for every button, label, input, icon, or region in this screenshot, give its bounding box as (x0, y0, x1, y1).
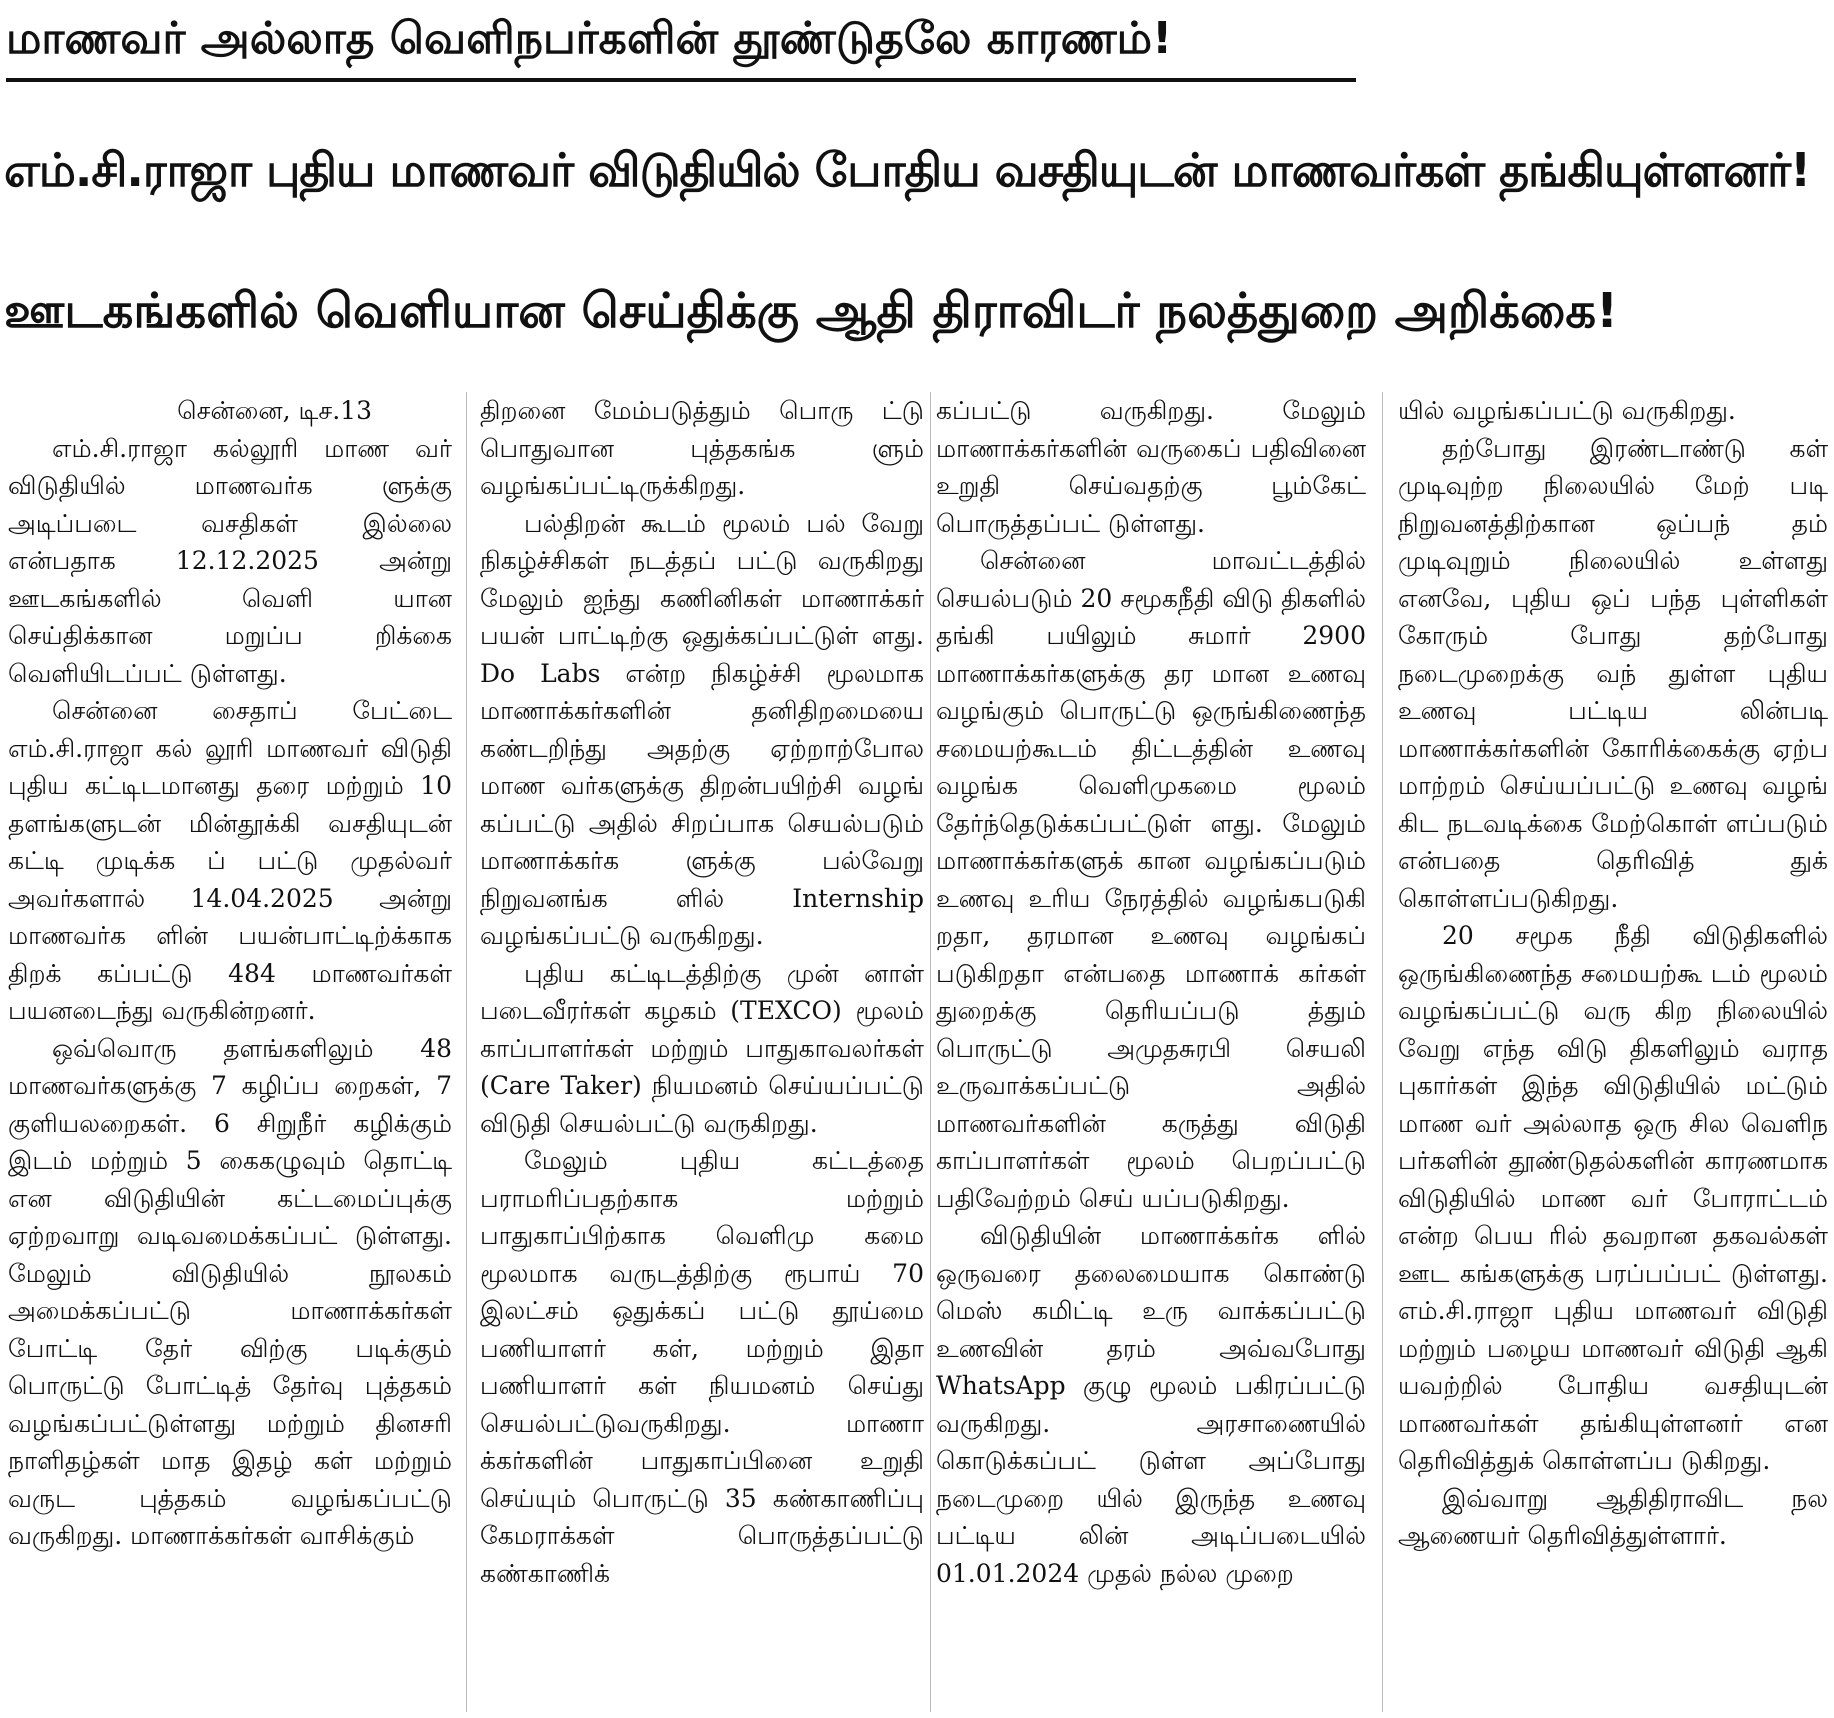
kicker-headline: மாணவர் அல்லாத வெளிநபர்களின் தூண்டுதலே காரணம்! (6, 6, 1356, 82)
column-divider (1382, 392, 1383, 1712)
article-column-1 (8, 392, 452, 1712)
column-divider (466, 392, 467, 1712)
paragraph: பல்திறன் கூடம் மூலம் பல் வேறு நிகழ்ச்சிகள் நடத்தப் பட்டு வருகிறது மேலும் ஐந்து கணினிகள் மாணாக்கர் பயன் பாட்டிற்கு ஒதுக்கப்பட்டுள் ளது. Do Labs என்ற நிகழ்ச்சி மூலமாக மாணாக்கர்களின் தனிதிறமையை கண்டறிந்து அதற்கு ஏற்றாற்போல மாண வர்களுக்கு திறன்பயிற்சி வழங் கப்பட்டு அதில் சிறப்பாக செயல்படும் மாணாக்கர்க ளுக்கு பல்வேறு நிறுவனங்க ளில் Internship வழங்கப்பட்டு வருகிறது. (480, 508, 924, 950)
paragraph: யில் வழங்கப்பட்டு வருகிறது. (1398, 396, 1736, 425)
sub-headline: ஊடகங்களில் வெளியான செய்திக்கு ஆதி திராவிடர் நலத்துறை அறிக்கை! (4, 283, 1618, 339)
dateline: சென்னை, டிச.13 (177, 396, 372, 425)
main-headline: எம்.சி.ராஜா புதிய மாணவர் விடுதியில் போதிய வசதியுடன் மாணவர்கள் தங்கியுள்ளனர்! (4, 143, 1811, 197)
paragraph: சென்னை சைதாப் பேட்டை எம்.சி.ராஜா கல் லூரி மாணவர் விடுதி புதிய கட்டிடமானது தரை மற்றும் 10 தளங்களுடன் மின்தூக்கி வசதியுடன் கட்டி முடிக்க ப் பட்டு முதல்வர் அவர்களால் 14.04.2025 அன்று மாணவர்க ளின் பயன்பாட்டிற்க்காக திறக் கப்பட்டு 484 மாணவர்கள் பயனடைந்து வருகின்றனர். (8, 696, 452, 1025)
article-column-4 (1398, 392, 1828, 1712)
paragraph: புதிய கட்டிடத்திற்கு முன் னாள் படைவீரர்கள் கழகம் (TEXCO) மூலம் காப்பாளர்கள் மற்றும் பாதுகாவலர்கள் (Care Taker) நியமனம் செய்யப்பட்டு விடுதி செயல்பட்டு வருகிறது. (480, 958, 924, 1138)
paragraph: சென்னை மாவட்டத்தில் செயல்படும் 20 சமூகநீதி விடு திகளில் தங்கி பயிலும் சுமார் 2900 மாணாக்கர்களுக்கு தர மான உணவு வழங்கும் பொருட்டு ஒருங்கிணைந்த சமையற்கூடம் திட்டத்தின் உணவு வழங்க வெளிமுகமை மூலம் தேர்ந்தெடுக்கப்பட்டுள் ளது. மேலும் மாணாக்கர்களுக் கான வழங்கப்படும் உணவு உரிய நேரத்தில் வழங்கபடுகி றதா, தரமான உணவு வழங்கப் படுகிறதா என்பதை மாணாக் கர்கள் துறைக்கு தெரியப்படு த்தும் பொருட்டு அமுதசுரபி செயலி உருவாக்கப்பட்டு அதில் மாணவர்களின் கருத்து விடுதி காப்பாளர்கள் மூலம் பெறப்பட்டு பதிவேற்றம் செய் யப்படுகிறது. (936, 546, 1366, 1213)
paragraph: மேலும் புதிய கட்டத்தை பராமரிப்பதற்காக மற்றும் பாதுகாப்பிற்காக வெளிமு கமை மூலமாக வருடத்திற்கு ரூபாய் 70 இலட்சம் ஒதுக்கப் பட்டு தூய்மை பணியாளர் கள், மற்றும் இதா பணியாளர் கள் நியமனம் செய்து செயல்பட்டுவருகிறது. மாணா க்கர்களின் பாதுகாப்பினை உறுதி செய்யும் பொருட்டு 35 கண்காணிப்பு கேமராக்கள் பொருத்தப்பட்டு கண்காணிக் (480, 1146, 924, 1588)
paragraph: கப்பட்டு வருகிறது. மேலும் மாணாக்கர்களின் வருகைப் பதிவினை உறுதி செய்வதற்கு பூம்கேட் பொருத்தப்பட் டுள்ளது. (936, 396, 1366, 538)
article-column-2 (480, 392, 924, 1712)
article-column-3 (936, 392, 1366, 1712)
paragraph: எம்.சி.ராஜா கல்லூரி மாண வர் விடுதியில் மாணவர்க ளுக்கு அடிப்படை வசதிகள் இல்லை என்பதாக 12.12.2025 அன்று ஊடகங்களில் வெளி யான செய்திக்கான மறுப்ப றிக்கை வெளியிடப்பட் டுள்ளது. (8, 433, 452, 688)
paragraph: இவ்வாறு ஆதிதிராவிட நல ஆணையர் தெரிவித்துள்ளார். (1398, 1483, 1828, 1550)
paragraph: 20 சமூக நீதி விடுதிகளில் ஒருங்கிணைந்த சமையற்கூ டம் மூலம் வழங்கப்பட்டு வரு கிற நிலையில் வேறு எந்த விடு திகளிலும் வராத புகார்கள் இந்த விடுதியில் மட்டும் மாண வர் அல்லாத ஒரு சில வெளிந பர்களின் தூண்டுதல்களின் காரணமாக விடுதியில் மாண வர் போராட்டம் என்ற பெய ரில் தவறான தகவல்கள் ஊட கங்களுக்கு பரப்பப்பட் டுள்ளது. எம்.சி.ராஜா புதிய மாணவர் விடுதி மற்றும் பழைய மாணவர் விடுதி ஆகி யவற்றில் போதிய வசதியுடன் மாணவர்கள் தங்கியுள்ளனர் என தெரிவித்துக் கொள்ளப்ப டுகிறது. (1398, 921, 1828, 1475)
column-divider (930, 392, 931, 1712)
paragraph: ஒவ்வொரு தளங்களிலும் 48 மாணவர்களுக்கு 7 கழிப்ப றைகள், 7 குளியலறைகள். 6 சிறுநீர் கழிக்கும் இடம் மற்றும் 5 கைகழுவும் தொட்டி என விடுதியின் கட்டமைப்புக்கு ஏற்றவாறு வடிவமைக்கப்பட் டுள்ளது. மேலும் விடுதியில் நூலகம் அமைக்கப்பட்டு மாணாக்கர்கள் போட்டி தேர் விற்கு படிக்கும் பொருட்டு போட்டித் தேர்வு புத்தகம் வழங்கப்பட்டுள்ளது மற்றும் தினசரி நாளிதழ்கள் மாத இதழ் கள் மற்றும் வருட புத்தகம் வழங்கப்பட்டு வருகிறது. மாணாக்கர்கள் வாசிக்கும் (8, 1033, 452, 1550)
paragraph: விடுதியின் மாணாக்கர்க ளில் ஒருவரை தலைமையாக கொண்டு மெஸ் கமிட்டி உரு வாக்கப்பட்டு உணவின் தரம் அவ்வபோது WhatsApp குழு மூலம் பகிரப்பட்டு வருகிறது. அரசாணையில் கொடுக்கப்பட் டுள்ள அப்போது நடைமுறை யில் இருந்த உணவு பட்டிய லின் அடிப்படையில் 01.01.2024 முதல் நல்ல முறை (936, 1221, 1366, 1588)
paragraph: தற்போது இரண்டாண்டு கள் முடிவுற்ற நிலையில் மேற் படி நிறுவனத்திற்கான ஒப்பந் தம் முடிவுறும் நிலையில் உள்ளது எனவே, புதிய ஒப் பந்த புள்ளிகள் கோரும் போது தற்போது நடைமுறைக்கு வந் துள்ள புதிய உணவு பட்டிய லின்படி மாணாக்கர்களின் கோரிக்கைக்கு ஏற்ப மாற்றம் செய்யப்பட்டு உணவு வழங் கிட நடவடிக்கை மேற்கொள் ளப்படும் என்பதை தெரிவித் துக் கொள்ளப்படுகிறது. (1398, 433, 1828, 913)
paragraph: திறனை மேம்படுத்தும் பொரு ட்டு பொதுவான புத்தகங்க ளும் வழங்கப்பட்டிருக்கிறது. (480, 396, 924, 500)
